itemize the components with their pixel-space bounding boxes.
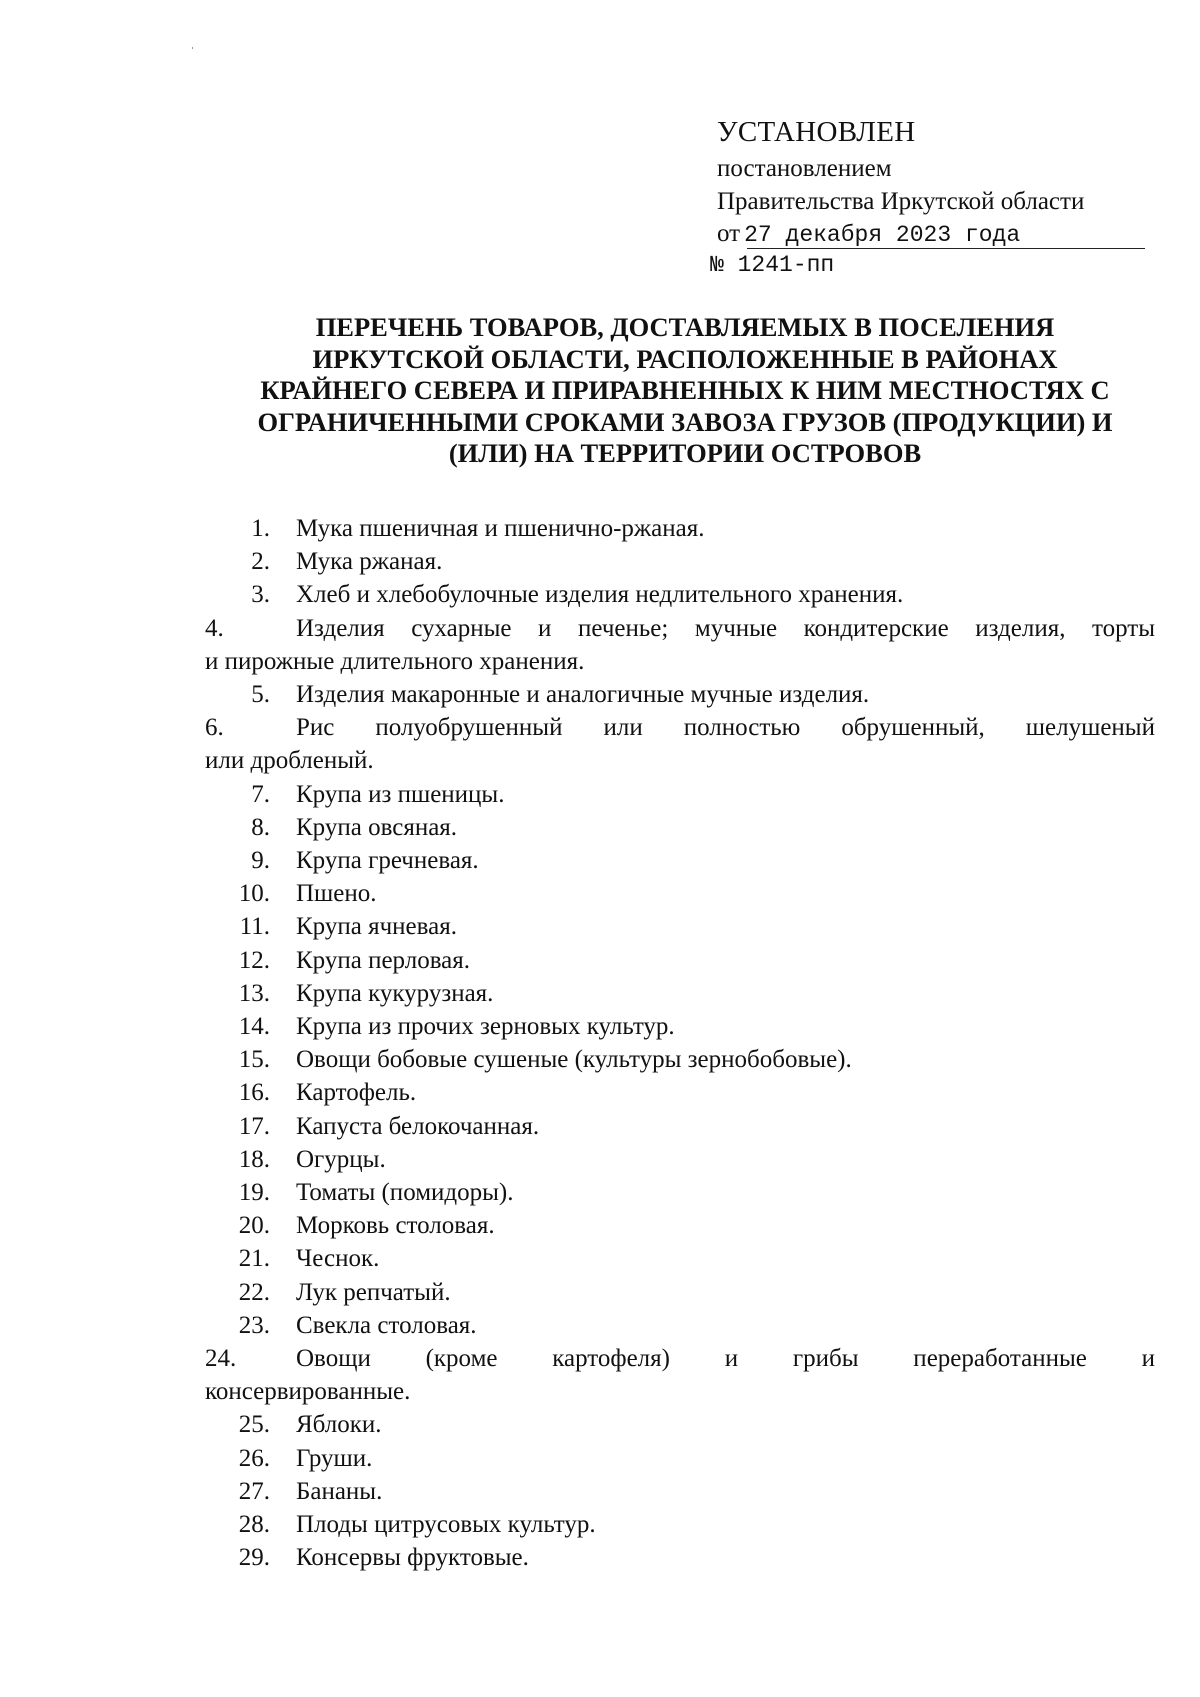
list-item bbox=[205, 612, 1155, 678]
list-item-number: 18. bbox=[238, 1145, 270, 1173]
list-item-text: Бананы. bbox=[296, 1477, 383, 1505]
list-item-number: 26. bbox=[238, 1444, 270, 1472]
list-item-text: Яблоки. bbox=[296, 1411, 382, 1439]
list-item-text: Плоды цитрусовых культур. bbox=[296, 1511, 596, 1539]
approval-document-number: № 1241-пп bbox=[710, 252, 835, 278]
list-item-continuation: или дробленый. bbox=[205, 747, 374, 775]
list-item bbox=[205, 877, 1155, 910]
list-item-text: Капуста белокочанная. bbox=[296, 1112, 540, 1140]
document-title bbox=[205, 312, 1165, 470]
list-item-number: 3. bbox=[251, 581, 270, 609]
list-item-text: Крупа гречневая. bbox=[296, 847, 479, 875]
list-item-text: Свекла столовая. bbox=[296, 1311, 477, 1339]
list-item-text: Груши. bbox=[296, 1444, 373, 1472]
list-item-continuation: и пирожные длительного хранения. bbox=[205, 647, 585, 675]
list-item-number: 6. bbox=[205, 714, 224, 742]
list-item bbox=[205, 910, 1155, 943]
list-item bbox=[205, 1475, 1155, 1508]
list-item-continuation: консервированные. bbox=[205, 1378, 411, 1406]
list-item-text: Консервы фруктовые. bbox=[296, 1544, 529, 1572]
list-item bbox=[205, 1342, 1155, 1408]
list-item-text: Пшено. bbox=[296, 880, 377, 908]
list-item-number: 21. bbox=[238, 1245, 270, 1273]
list-item-number: 27. bbox=[238, 1477, 270, 1505]
document-title-line: (ИЛИ) НА ТЕРРИТОРИИ ОСТРОВОВ bbox=[448, 438, 922, 468]
list-item-text: Крупа ячневая. bbox=[296, 913, 457, 941]
list-item-number: 17. bbox=[238, 1112, 270, 1140]
document-title-line: ИРКУТСКОЙ ОБЛАСТИ, РАСПОЛОЖЕННЫЕ В РАЙОНАХ bbox=[312, 343, 1058, 374]
list-item-number: 24. bbox=[205, 1345, 237, 1373]
list-item-text: Крупа овсяная. bbox=[296, 813, 458, 841]
list-item bbox=[205, 1143, 1155, 1176]
list-item bbox=[205, 778, 1155, 811]
list-item-text: Картофель. bbox=[296, 1079, 417, 1107]
approval-date-prefix: от bbox=[717, 220, 741, 247]
list-item bbox=[205, 1043, 1155, 1076]
list-item-number: 14. bbox=[238, 1013, 270, 1041]
list-item-number: 23. bbox=[238, 1311, 270, 1339]
list-item-text: Рис полуобрушенный или полностью обрушенный, шелушеный bbox=[296, 714, 1155, 742]
list-item-number: 22. bbox=[238, 1278, 270, 1306]
list-item bbox=[205, 711, 1155, 777]
list-item-number: 16. bbox=[238, 1079, 270, 1107]
list-item-first-line bbox=[205, 711, 1155, 744]
list-item-first-line bbox=[205, 612, 1155, 645]
list-item-number: 10. bbox=[238, 880, 270, 908]
list-item-text: Морковь столовая. bbox=[296, 1212, 495, 1240]
list-item-text: Мука пшеничная и пшенично-ржаная. bbox=[296, 515, 705, 542]
list-item-number: 5. bbox=[251, 681, 270, 709]
list-item bbox=[205, 512, 1155, 545]
approval-stamp-block bbox=[710, 112, 1147, 278]
list-item bbox=[205, 1309, 1155, 1342]
goods-list bbox=[205, 512, 1155, 1575]
list-item-number: 11. bbox=[239, 913, 270, 941]
list-item bbox=[205, 1508, 1155, 1541]
list-item bbox=[205, 1442, 1155, 1475]
document-title-line: КРАЙНЕГО СЕВЕРА И ПРИРАВНЕННЫХ К НИМ МЕСТНОСТЯХ С bbox=[260, 375, 1110, 405]
list-item-text: Изделия сухарные и печенье; мучные кондитерские изделия, торты bbox=[296, 614, 1155, 642]
list-item-text: Овощи (кроме картофеля) и грибы переработанные и bbox=[296, 1345, 1155, 1373]
list-item-number: 20. bbox=[238, 1212, 270, 1240]
list-item bbox=[205, 1176, 1155, 1209]
document-title-line: ПЕРЕЧЕНЬ ТОВАРОВ, ДОСТАВЛЯЕМЫХ В ПОСЕЛЕНИЯ bbox=[315, 312, 1055, 342]
list-item-text: Овощи бобовые сушеные (культуры зернобобовые). bbox=[296, 1046, 852, 1074]
list-item bbox=[205, 944, 1155, 977]
list-item-first-line bbox=[205, 1342, 1155, 1375]
list-item bbox=[205, 1110, 1155, 1143]
list-item bbox=[205, 811, 1155, 844]
list-item-text: Крупа перловая. bbox=[296, 946, 471, 974]
list-item-text: Мука ржаная. bbox=[296, 548, 443, 576]
list-item-number: 15. bbox=[238, 1046, 270, 1074]
list-item bbox=[205, 1276, 1155, 1309]
scan-speck bbox=[192, 47, 193, 49]
list-item bbox=[205, 1209, 1155, 1242]
list-item-number: 8. bbox=[251, 813, 270, 841]
list-item-number: 29. bbox=[238, 1544, 270, 1572]
approval-heading: УСТАНОВЛЕН bbox=[717, 116, 916, 148]
list-item-text: Крупа из прочих зерновых культур. bbox=[296, 1013, 675, 1041]
list-item-text: Лук репчатый. bbox=[296, 1278, 451, 1306]
list-item-number: 4. bbox=[205, 614, 224, 642]
approval-line-resolution: постановлением bbox=[717, 155, 892, 182]
approval-date-value: 27 декабря 2023 года bbox=[744, 222, 1021, 248]
approval-date-row bbox=[717, 218, 1147, 250]
list-item-text: Крупа из пшеницы. bbox=[296, 780, 505, 808]
list-item bbox=[205, 1541, 1155, 1574]
list-item-number: 7. bbox=[251, 780, 270, 808]
list-item bbox=[205, 844, 1155, 877]
list-item-number: 28. bbox=[238, 1511, 270, 1539]
list-item-number: 12. bbox=[238, 946, 270, 974]
list-item-number: 2. bbox=[251, 548, 270, 576]
list-item-number: 1. bbox=[251, 515, 270, 542]
list-item-number: 19. bbox=[238, 1179, 270, 1207]
list-item bbox=[205, 1010, 1155, 1043]
list-item-text: Крупа кукурузная. bbox=[296, 979, 494, 1007]
list-item bbox=[205, 977, 1155, 1010]
list-item-number: 9. bbox=[251, 847, 270, 875]
list-item bbox=[205, 678, 1155, 711]
list-item-text: Чеснок. bbox=[296, 1245, 380, 1273]
list-item-number: 25. bbox=[238, 1411, 270, 1439]
list-item bbox=[205, 545, 1155, 578]
list-item-text: Изделия макаронные и аналогичные мучные изделия. bbox=[296, 681, 870, 709]
approval-date-underline bbox=[747, 248, 1145, 249]
list-item bbox=[205, 1242, 1155, 1275]
list-item-text: Огурцы. bbox=[296, 1145, 386, 1173]
list-item-text: Томаты (помидоры). bbox=[296, 1179, 514, 1207]
list-item bbox=[205, 1408, 1155, 1441]
approval-line-government: Правительства Иркутской области bbox=[717, 188, 1085, 215]
document-title-line: ОГРАНИЧЕННЫМИ СРОКАМИ ЗАВОЗА ГРУЗОВ (ПРОДУКЦИИ) И bbox=[257, 406, 1113, 437]
list-item-number: 13. bbox=[238, 979, 270, 1007]
list-item bbox=[205, 1076, 1155, 1109]
list-item-text: Хлеб и хлебобулочные изделия недлительного хранения. bbox=[296, 581, 904, 609]
list-item bbox=[205, 578, 1155, 611]
